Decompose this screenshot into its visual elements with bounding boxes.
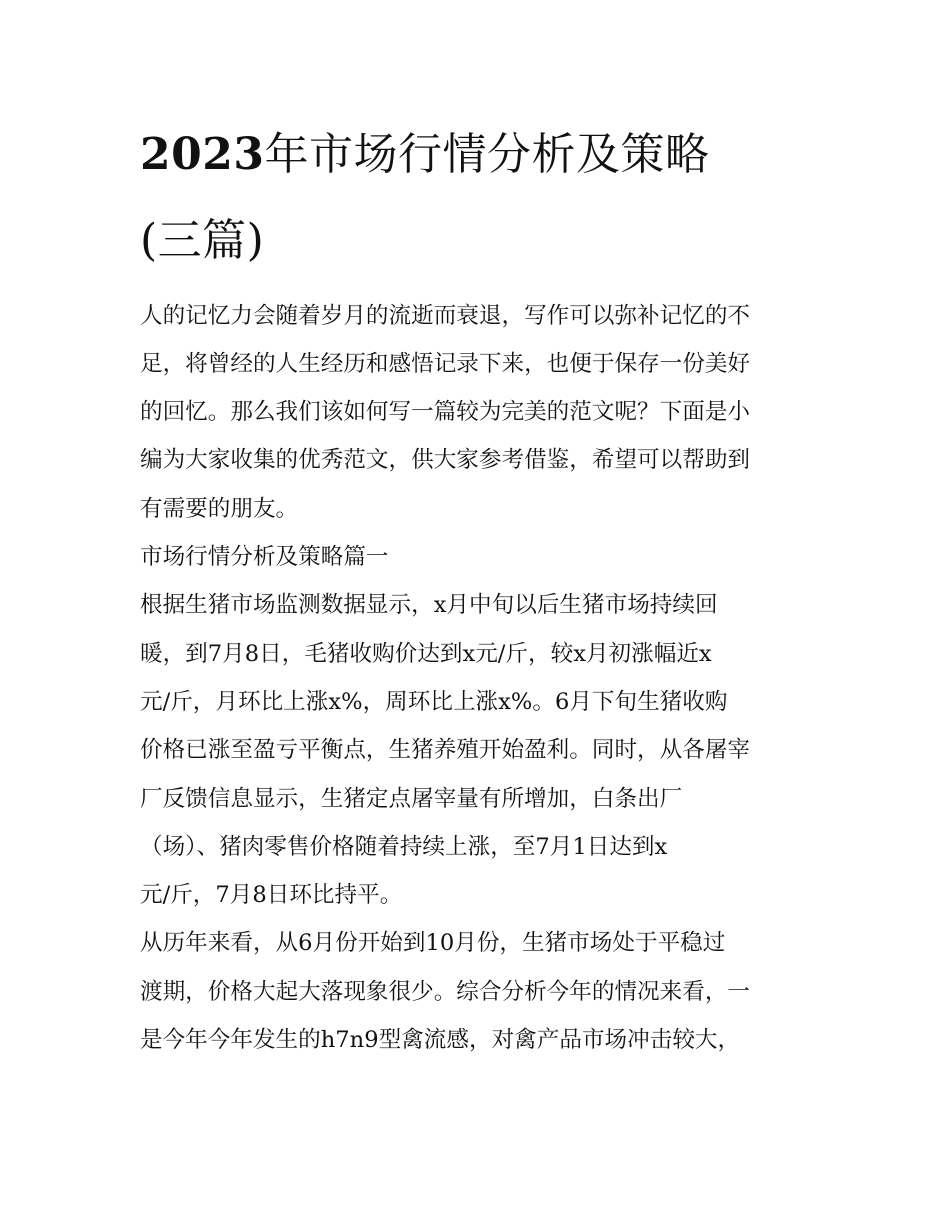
document-page xyxy=(140,112,812,1064)
title-line-2: (三篇) xyxy=(140,214,265,266)
paragraph-line: （场）、猪肉零售价格随着持续上涨，至7月1日达到x xyxy=(140,833,668,860)
title-year: 2023 xyxy=(140,129,265,180)
intro-line: 有需要的朋友。 xyxy=(140,495,299,522)
paragraph-1 xyxy=(140,581,812,919)
paragraph-line: 从历年来看，从6月份开始到10月份，生猪市场处于平稳过 xyxy=(140,930,726,957)
document-body xyxy=(140,292,812,1065)
paragraph-line: 暖，到7月8日，毛猪收购价达到x元/斤，较x月初涨幅近x xyxy=(140,640,712,667)
intro-line: 编为大家收集的优秀范文，供大家参考借鉴，希望可以帮助到 xyxy=(140,447,751,474)
paragraph-line: 元/斤，月环比上涨x%，周环比上涨x%。6月下旬生猪收购 xyxy=(140,688,728,715)
paragraph-line: 渡期，价格大起大落现象很少。综合分析今年的情况来看，一 xyxy=(140,978,751,1005)
paragraph-2 xyxy=(140,919,812,1064)
document-title xyxy=(140,112,812,284)
paragraph-line: 厂反馈信息显示，生猪定点屠宰量有所增加，白条出厂 xyxy=(140,785,683,812)
intro-paragraph xyxy=(140,292,812,533)
intro-line: 足，将曾经的人生经历和感悟记录下来，也便于保存一份美好 xyxy=(140,350,751,377)
section-heading-text: 市场行情分析及策略篇一 xyxy=(140,544,389,571)
paragraph-line: 是今年今年发生的h7n9型禽流感，对禽产品市场冲击较大， xyxy=(140,1027,741,1054)
intro-line: 人的记忆力会随着岁月的流逝而衰退，写作可以弥补记忆的不 xyxy=(140,302,751,329)
title-line-1 xyxy=(140,112,812,198)
intro-line: 的回忆。那么我们该如何写一篇较为完美的范文呢？下面是小 xyxy=(140,399,751,426)
section-heading xyxy=(140,533,812,581)
paragraph-line: 根据生猪市场监测数据显示，x月中旬以后生猪市场持续回 xyxy=(140,592,718,619)
paragraph-line: 元/斤，7月8日环比持平。 xyxy=(140,882,403,909)
paragraph-line: 价格已涨至盈亏平衡点，生猪养殖开始盈利。同时，从各屠宰 xyxy=(140,737,751,764)
title-text: 年市场行情分析及策略 xyxy=(264,129,710,180)
